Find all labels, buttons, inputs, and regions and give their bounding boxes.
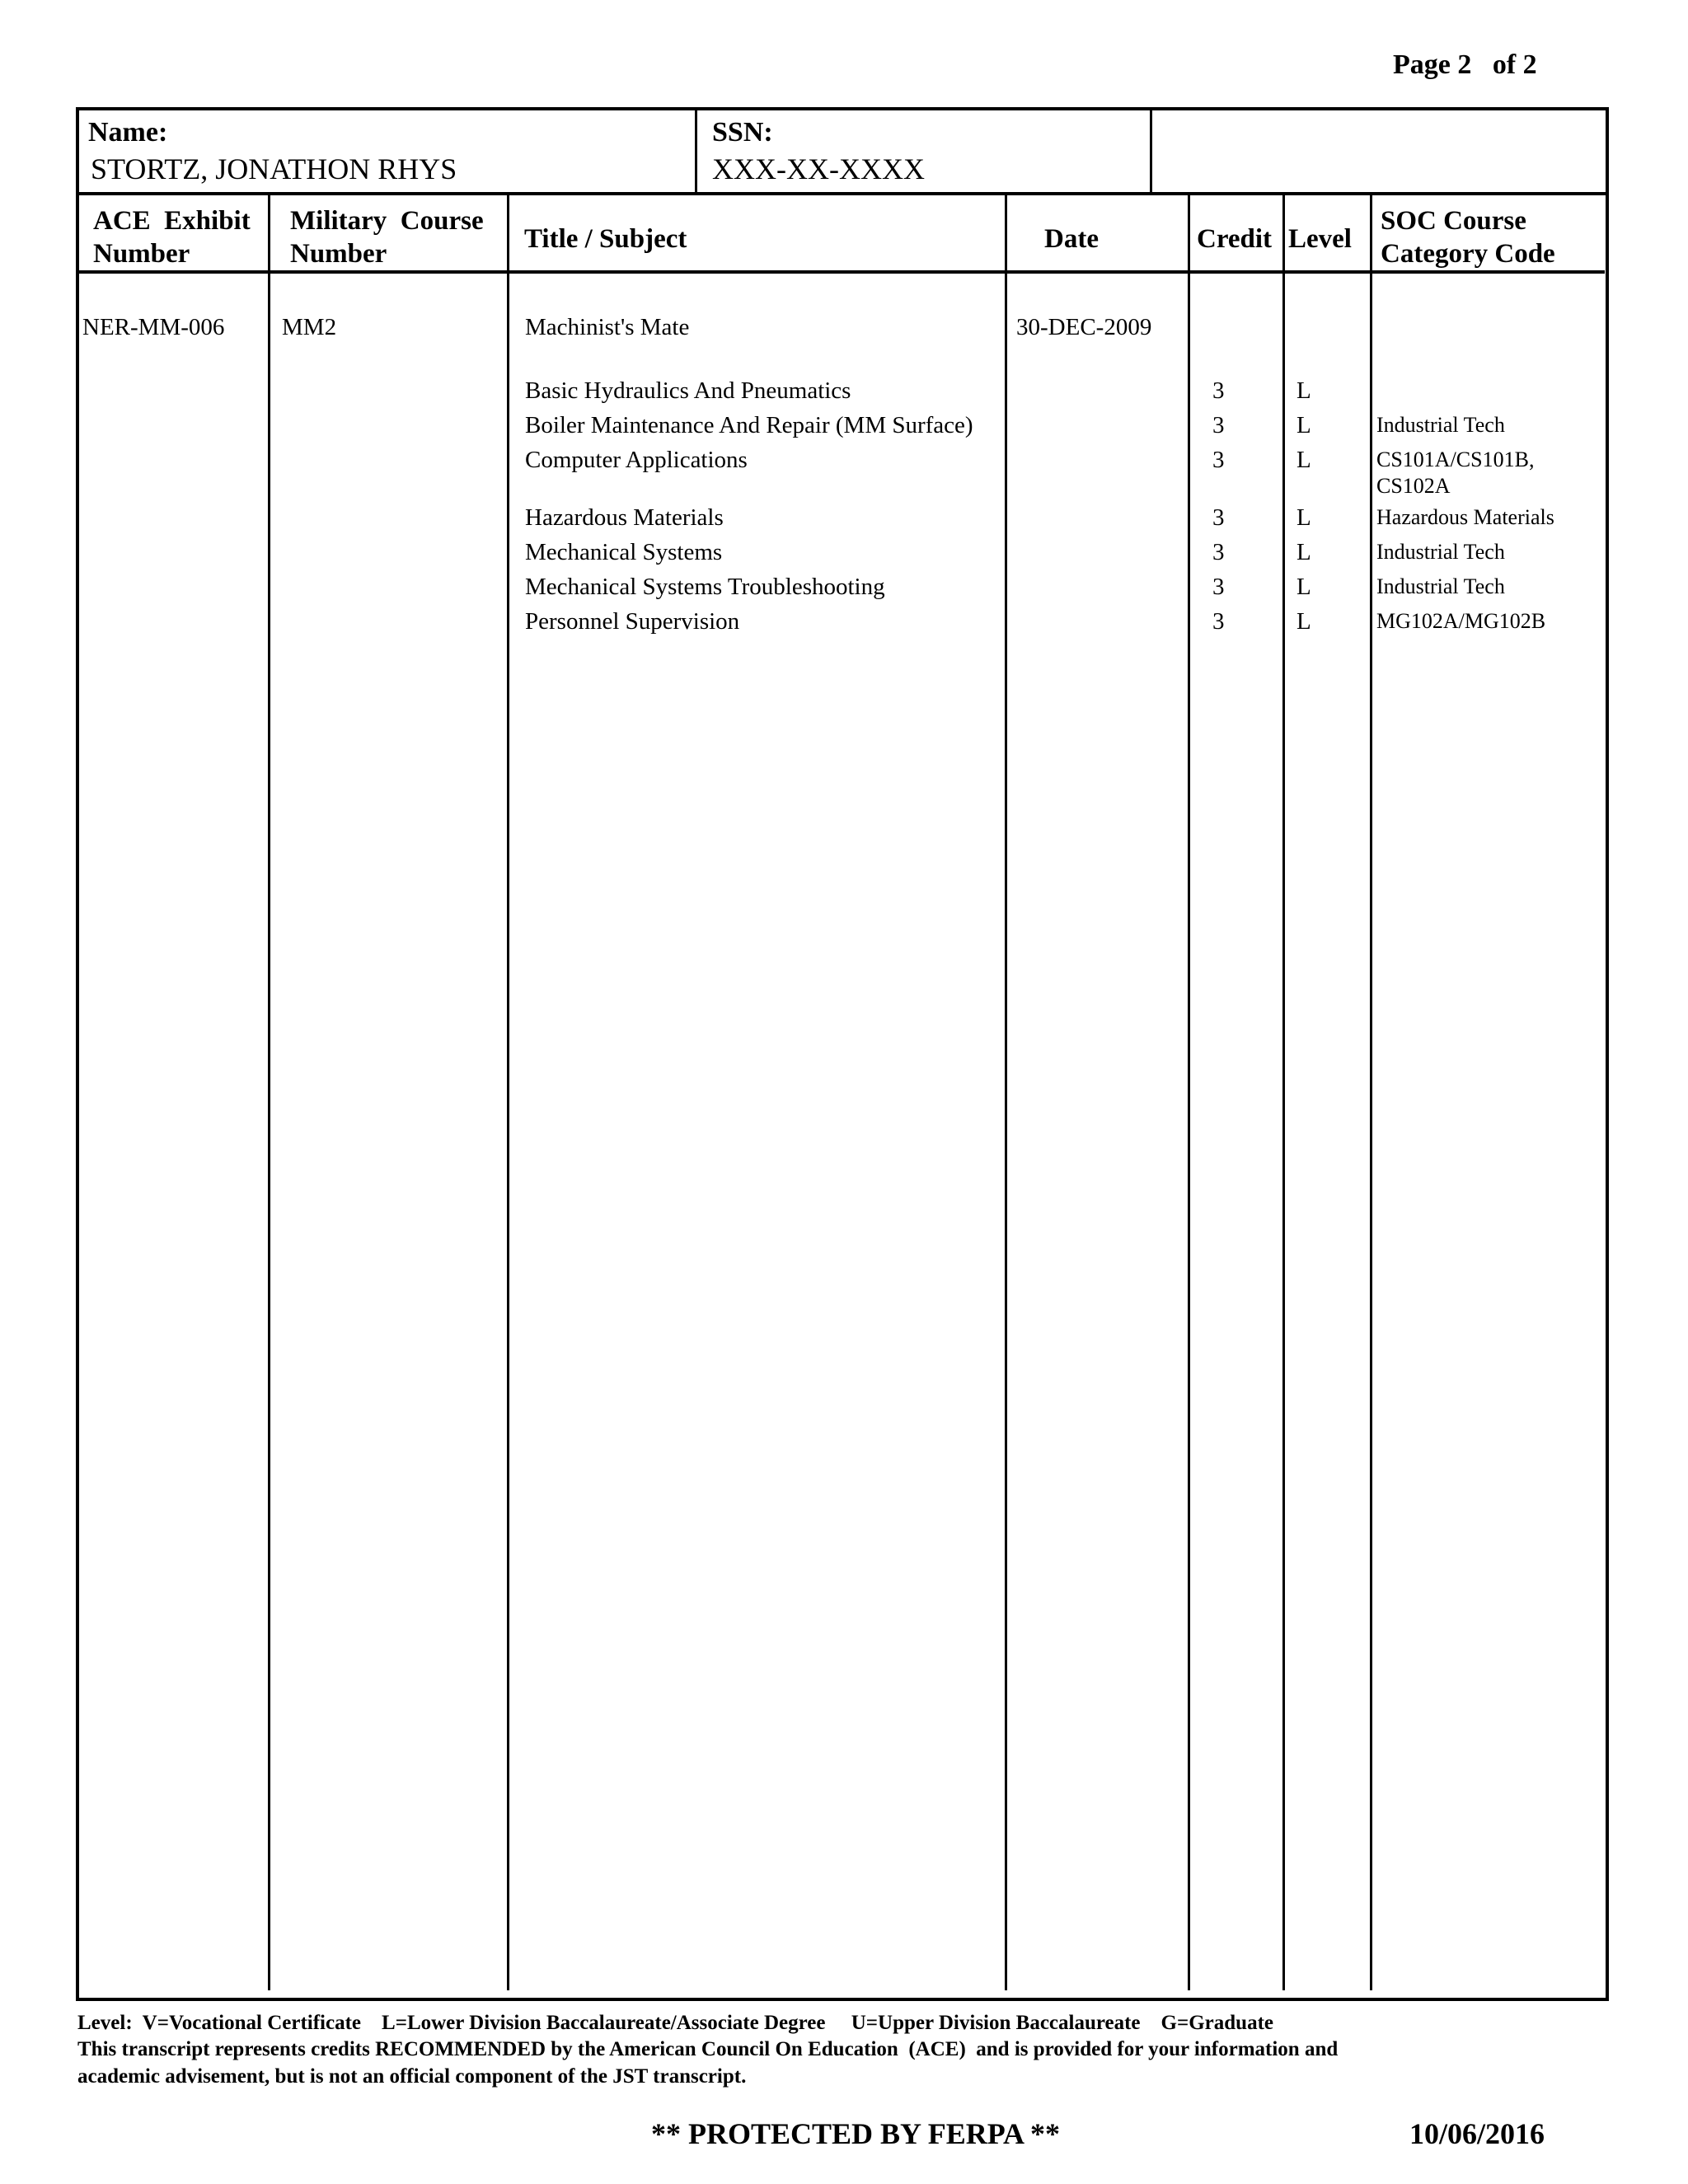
subject-soc: CS101A/CS101B, CS102A <box>1376 448 1535 498</box>
name-value: STORTZ, JONATHON RHYS <box>91 152 457 185</box>
col-divider-2 <box>507 194 509 1990</box>
subject-credit: 3 <box>1212 412 1225 438</box>
subject-soc: Industrial Tech <box>1376 574 1505 598</box>
header-date: Date <box>1044 224 1099 254</box>
header-divider <box>76 192 1609 195</box>
column-header-divider <box>76 270 1605 274</box>
subject-credit: 3 <box>1212 608 1225 635</box>
course-ace-exhibit: NER-MM-006 <box>82 314 225 340</box>
subject-title: Computer Applications <box>525 447 748 473</box>
disclaimer-line-1: This transcript represents credits RECOMMENDED by the American Council On Education (ACE) and is provided for your information and <box>77 2038 1339 2060</box>
course-military-number: MM2 <box>282 314 337 340</box>
ssn-value: XXX-XX-XXXX <box>712 152 925 185</box>
name-label: Name: <box>88 117 168 148</box>
disclaimer-line-2: academic advisement, but is not an official component of the JST transcript. <box>77 2065 747 2088</box>
subject-title: Mechanical Systems <box>525 539 723 565</box>
ssn-label: SSN: <box>712 117 773 148</box>
subject-credit: 3 <box>1212 574 1225 600</box>
course-title: Machinist's Mate <box>525 314 690 340</box>
subject-title: Basic Hydraulics And Pneumatics <box>525 377 851 404</box>
subject-title: Personnel Supervision <box>525 608 740 635</box>
subject-level: L <box>1296 377 1311 404</box>
subject-title: Mechanical Systems Troubleshooting <box>525 574 885 600</box>
subject-title: Boiler Maintenance And Repair (MM Surface) <box>525 412 973 438</box>
subject-soc: MG102A/MG102B <box>1376 609 1546 633</box>
subject-soc: Industrial Tech <box>1376 413 1505 437</box>
col-divider-5 <box>1282 194 1285 1990</box>
subject-title: Hazardous Materials <box>525 504 724 531</box>
subject-level: L <box>1296 574 1311 600</box>
level-legend: Level: V=Vocational Certificate L=Lower Division Baccalaureate/Associate Degree U=Upper Division Baccalaureate G=Graduate <box>77 2012 1273 2034</box>
subject-credit: 3 <box>1212 377 1225 404</box>
col-divider-4 <box>1188 194 1190 1990</box>
header-ace-exhibit: ACE Exhibit Number <box>93 206 251 269</box>
subject-soc: Hazardous Materials <box>1376 505 1554 529</box>
col-divider-3 <box>1005 194 1007 1990</box>
subject-credit: 3 <box>1212 447 1225 473</box>
header-level: Level <box>1288 224 1352 254</box>
subject-level: L <box>1296 504 1311 531</box>
subject-level: L <box>1296 412 1311 438</box>
subject-credit: 3 <box>1212 539 1225 565</box>
header-military-course: Military Course Number <box>290 206 484 269</box>
col-divider-6 <box>1370 194 1372 1990</box>
header-soc: SOC Course Category Code <box>1381 206 1555 269</box>
header-credit: Credit <box>1197 224 1273 254</box>
subject-level: L <box>1296 447 1311 473</box>
subject-level: L <box>1296 608 1311 635</box>
ssn-blank-divider <box>1150 107 1152 194</box>
col-divider-1 <box>268 194 270 1990</box>
ferpa-notice: ** PROTECTED BY FERPA ** <box>651 2117 1061 2150</box>
course-date: 30-DEC-2009 <box>1016 314 1152 340</box>
subject-credit: 3 <box>1212 504 1225 531</box>
subject-level: L <box>1296 539 1311 565</box>
subject-soc: Industrial Tech <box>1376 540 1505 564</box>
name-ssn-divider <box>695 107 697 194</box>
header-title-subject: Title / Subject <box>524 224 687 254</box>
page-number: Page 2 of 2 <box>1393 49 1537 80</box>
print-date: 10/06/2016 <box>1409 2117 1545 2150</box>
